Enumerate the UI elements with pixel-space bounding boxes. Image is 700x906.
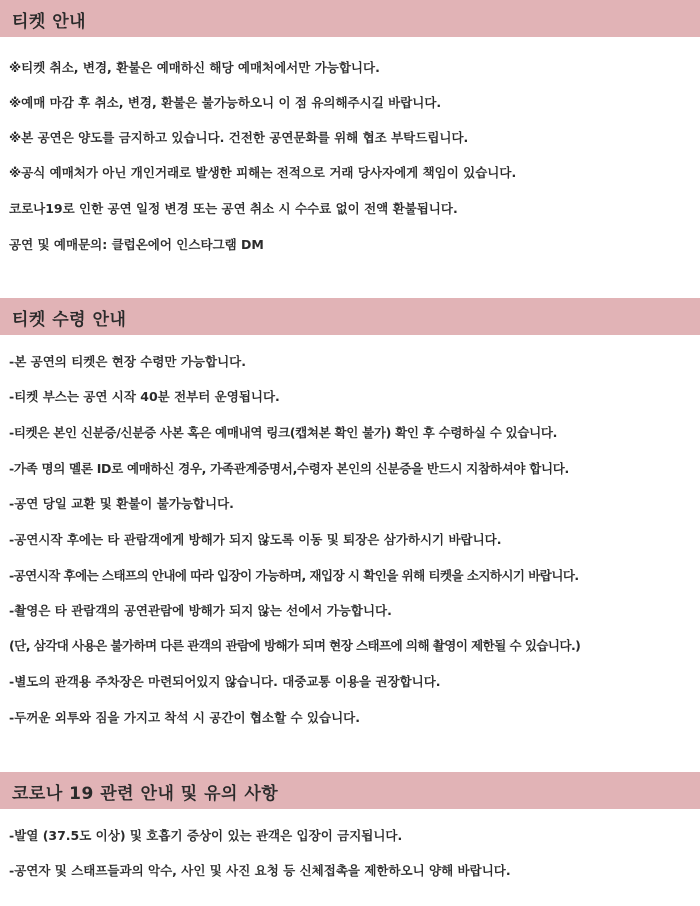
notice-line: ※공식 예매처가 아닌 개인거래로 발생한 피해는 전적으로 거래 당사자에게 책임이 있습니다.: [9, 165, 517, 180]
notice-line: -발열 (37.5도 이상) 및 호흡기 증상이 있는 관객은 입장이 금지됩니다.: [9, 828, 403, 843]
notice-line: -별도의 관객용 주차장은 마련되어있지 않습니다. 대중교통 이용을 권장합니다.: [9, 674, 441, 689]
section-header-ticket-pickup: [0, 298, 700, 335]
notice-line: ※본 공연은 양도를 금지하고 있습니다. 건전한 공연문화를 위해 협조 부탁드립니다.: [9, 130, 469, 145]
notice-line: -공연자 및 스태프들과의 악수, 사인 및 사진 요청 등 신체접촉을 제한하오니 양해 바랍니다.: [9, 863, 511, 878]
notice-line: ※티켓 취소, 변경, 환불은 예매하신 해당 예매처에서만 가능합니다.: [9, 60, 380, 75]
notice-line: ※예매 마감 후 취소, 변경, 환불은 불가능하오니 이 점 유의해주시길 바랍니다.: [9, 95, 442, 110]
notice-line: -티켓은 본인 신분증/신분증 사본 혹은 예매내역 링크(캡쳐본 확인 불가) 확인 후 수령하실 수 있습니다.: [9, 425, 558, 440]
section-title: 코로나 19 관련 안내 및 유의 사항: [12, 784, 279, 804]
notice-line: -공연 당일 교환 및 환불이 불가능합니다.: [9, 496, 234, 511]
notice-line: -공연시작 후에는 스태프의 안내에 따라 입장이 가능하며, 재입장 시 확인을 위해 티켓을 소지하시기 바랍니다.: [9, 568, 579, 583]
notice-line: 공연 및 예매문의: 클럽온에어 인스타그램 DM: [9, 237, 264, 252]
notice-line: -티켓 부스는 공연 시작 40분 전부터 운영됩니다.: [9, 389, 280, 404]
notice-line: -가족 명의 멜론 ID로 예매하신 경우, 가족관계증명서,수령자 본인의 신분증을 반드시 지참하셔야 합니다.: [9, 461, 570, 476]
section-header-covid-notice: [0, 772, 700, 809]
notice-line: (단, 삼각대 사용은 불가하며 다른 관객의 관람에 방해가 되며 현장 스태프에 의해 촬영이 제한될 수 있습니다.): [9, 638, 581, 653]
section-title: 티켓 안내: [12, 12, 87, 32]
notice-line: -본 공연의 티켓은 현장 수령만 가능합니다.: [9, 354, 246, 369]
notice-line: -공연시작 후에는 타 관람객에게 방해가 되지 않도록 이동 및 퇴장은 삼가하시기 바랍니다.: [9, 532, 502, 547]
notice-line: 코로나19로 인한 공연 일정 변경 또는 공연 취소 시 수수료 없이 전액 환불됩니다.: [9, 201, 458, 216]
notice-line: -촬영은 타 관람객의 공연관람에 방해가 되지 않는 선에서 가능합니다.: [9, 603, 392, 618]
notice-line: -두꺼운 외투와 짐을 가지고 착석 시 공간이 협소할 수 있습니다.: [9, 710, 360, 725]
section-header-ticket-info: [0, 0, 700, 37]
section-title: 티켓 수령 안내: [12, 310, 127, 330]
